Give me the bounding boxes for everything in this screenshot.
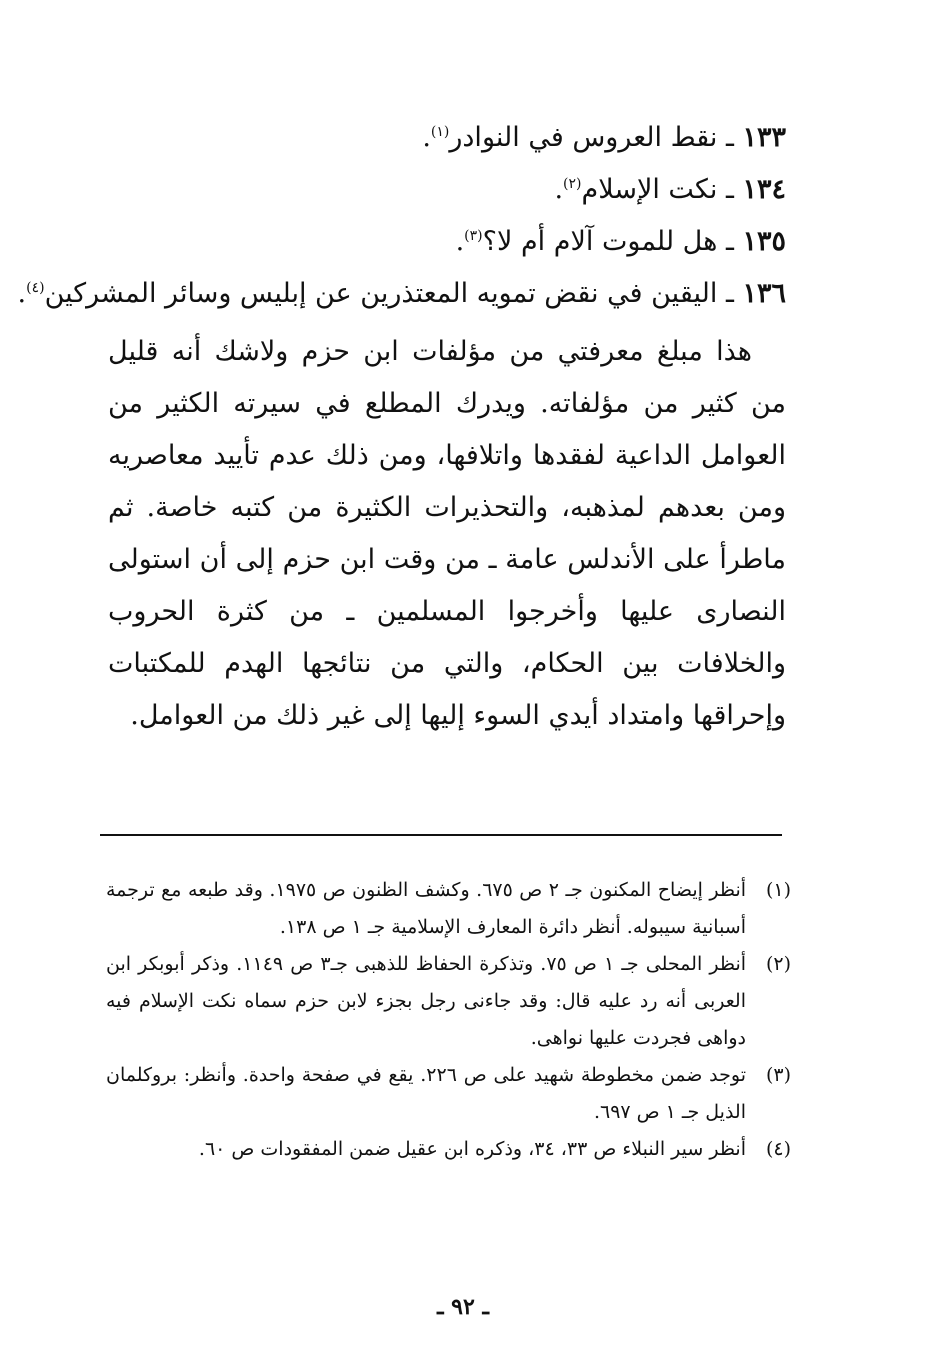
body-paragraph: هذا مبلغ معرفتي من مؤلفات ابن حزم ولاشك أنه قليل من كثير من مؤلفاته. ويدرك المطلع في سيرته الكثير من العوامل الداعية لفقدها واتلافها، ومن ذلك عدم تأييد معاصريه ومن بعدهم لمذهبه، والتحذيرات الكثيرة من كتبه خاصة. ثم ماطرأ على الأندلس عامة ـ من وقت ابن حزم إلى أن استولى النصارى عليها وأخرجوا المسلمين ـ من كثرة الحروب والخلافات بين الحكام، والتي من نتائجها الهدم للمكتبات وإحراقها وامتداد أيدي السوء إليها إلى غير ذلك من العوامل. <box>108 336 786 731</box>
footnote-ref: (٤) <box>26 280 45 296</box>
item-end: . <box>17 278 27 309</box>
footnote-number: (٤) <box>765 1138 791 1160</box>
footnote-text: توجد ضمن مخطوطة شهيد على ص ٢٢٦. يقع في صفحة واحدة. وأنظر: بروكلمان الذيل جـ ١ ص ٦٩٧. <box>106 1064 746 1123</box>
list-item-135 <box>108 216 786 268</box>
footnote-2 <box>106 946 791 1057</box>
page-number: ـ ٩٢ ـ <box>437 1294 489 1320</box>
footnote-number: (٢) <box>765 953 791 975</box>
item-number: ١٣٤ <box>742 174 786 205</box>
footnote-text: أنظر المحلى جـ ١ ص ٧٥. وتذكرة الحفاظ للذهبى جـ٣ ص ١١٤٩. وذكر أبوبكر ابن العربى أنه رد عليه قال: وقد جاءنى رجل بجزء لابن حزم سماه نكت الإسلام فيه دواهى فجردت عليها نواهى. <box>106 953 747 1049</box>
footnote-ref: (١) <box>430 124 450 140</box>
item-title: نقط العروس في النوادر <box>449 122 718 153</box>
footnote-number: (٣) <box>765 1064 791 1086</box>
list-item-133 <box>108 112 786 164</box>
footnote-divider <box>100 834 782 836</box>
footnotes <box>106 872 791 1168</box>
main-text <box>17 112 786 769</box>
item-number: ١٣٣ <box>742 122 786 153</box>
list-item-136 <box>17 268 786 320</box>
item-end: . <box>554 174 564 205</box>
item-title: هل للموت آلام أم لا؟ <box>482 226 718 257</box>
footnote-text: أنظر إيضاح المكنون جـ ٢ ص ٦٧٥. وكشف الظنون ص ١٩٧٥. وقد طبعه مع ترجمة أسبانية سيبوله. أنظر دائرة المعارف الإسلامية جـ ١ ص ١٣٨. <box>106 879 747 938</box>
footnote-3 <box>106 1057 791 1131</box>
list-item-134 <box>108 164 786 216</box>
footnote-number: (١) <box>765 879 791 901</box>
item-separator: ـ <box>725 122 734 153</box>
item-separator: ـ <box>725 278 734 309</box>
item-separator: ـ <box>725 226 734 257</box>
footnote-ref: (٢) <box>563 176 582 192</box>
item-end: . <box>422 122 431 153</box>
item-title: نكت الإسلام <box>581 174 718 205</box>
footnote-ref: (٣) <box>464 228 483 244</box>
item-title: اليقين في نقض تمويه المعتذرين عن إبليس وسائر المشركين <box>44 278 718 309</box>
item-number: ١٣٦ <box>742 278 786 309</box>
footnote-1 <box>106 872 791 946</box>
item-end: . <box>455 226 465 257</box>
footnote-text: أنظر سير النبلاء ص ٣٣، ٣٤، وذكره ابن عقيل ضمن المفقودات ص ٦٠. <box>198 1138 746 1160</box>
footnote-4 <box>106 1131 791 1168</box>
item-number: ١٣٥ <box>742 226 786 257</box>
item-separator: ـ <box>725 174 734 205</box>
